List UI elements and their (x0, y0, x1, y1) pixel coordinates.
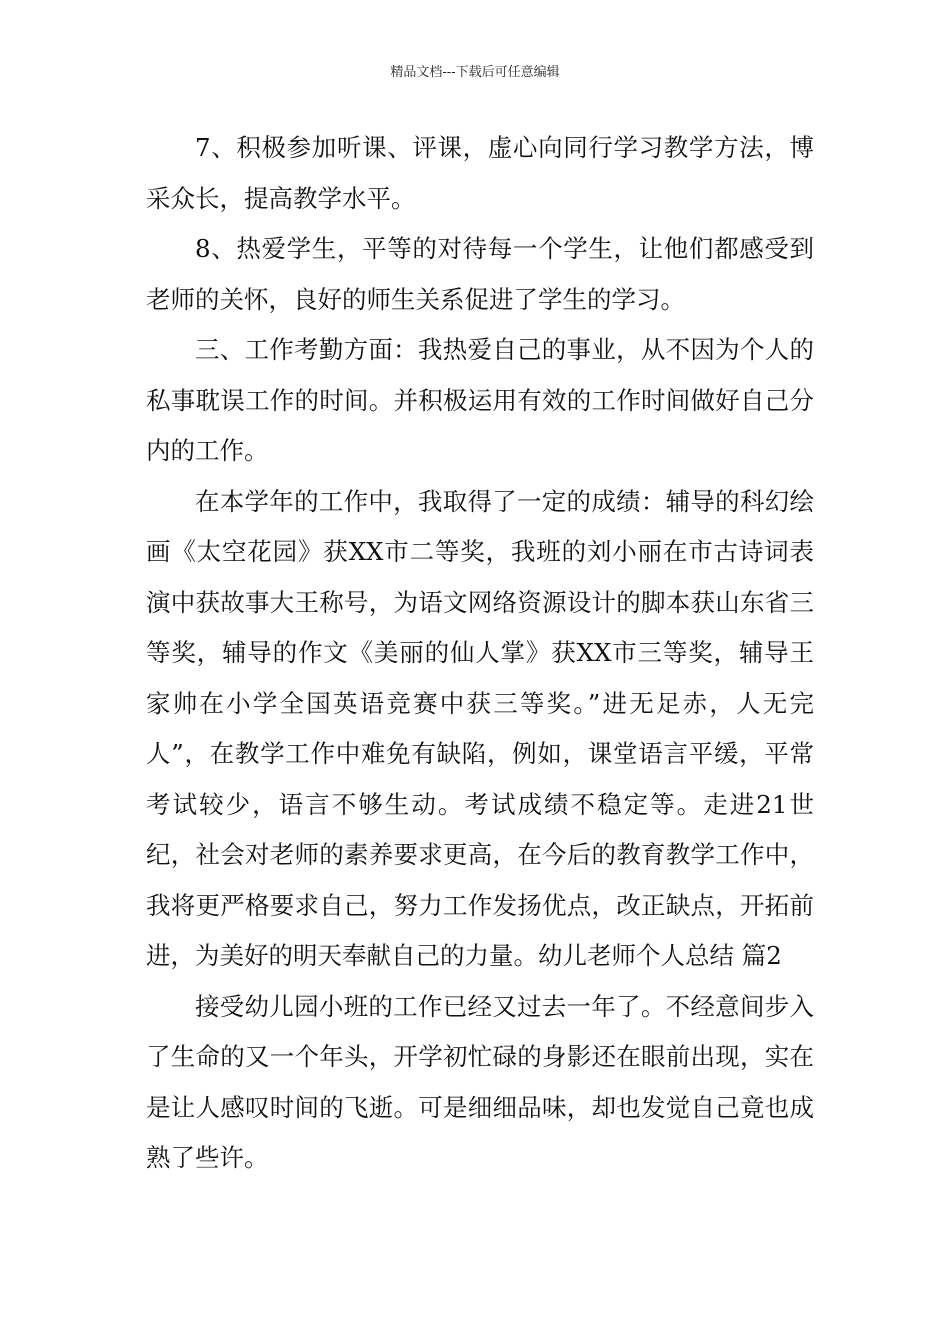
document-body (146, 123, 814, 1184)
paragraph-intro-part2: 接受幼儿园小班的工作已经又过去一年了。不经意间步入了生命的又一个年头，开学初忙碌的身影还在眼前出现，实在是让人感叹时间的飞逝。可是细细品味，却也发觉自己竟也成熟了些许。 (146, 991, 814, 1172)
paragraph-attendance: 三、工作考勤方面：我热爱自己的事业，从不因为个人的私事耽误工作的时间。并积极运用有效的工作时间做好自己分内的工作。 (146, 335, 814, 465)
paragraph-item-7: 7、积极参加听课、评课，虚心向同行学习教学方法，博采众长，提高教学水平。 (146, 133, 814, 213)
page-header: 精品文档---下载后可任意编辑 (390, 65, 560, 80)
paragraph-item-8: 8、热爱学生，平等的对待每一个学生，让他们都感受到老师的关怀，良好的师生关系促进了学生的学习。 (146, 234, 814, 314)
paragraph-achievements: 在本学年的工作中，我取得了一定的成绩：辅导的科幻绘画《太空花园》获XX市二等奖，我班的刘小丽在市古诗词表演中获故事大王称号，为语文网络资源设计的脚本获山东省三等奖，辅导的作文《美丽的仙人掌》获XX市三等奖，辅导王家帅在小学全国英语竞赛中获三等奖。”进无足赤，人无完人”，在教学工作中难免有缺陷，例如，课堂语言平缓，平常考试较少，语言不够生动。考试成绩不稳定等。走进21世纪，社会对老师的素养要求更高，在今后的教育教学工作中，我将更严格要求自己，努力工作发扬优点，改正缺点，开拓前进，为美好的明天奉献自己的力量。幼儿老师个人总结 篇2 (146, 486, 814, 970)
